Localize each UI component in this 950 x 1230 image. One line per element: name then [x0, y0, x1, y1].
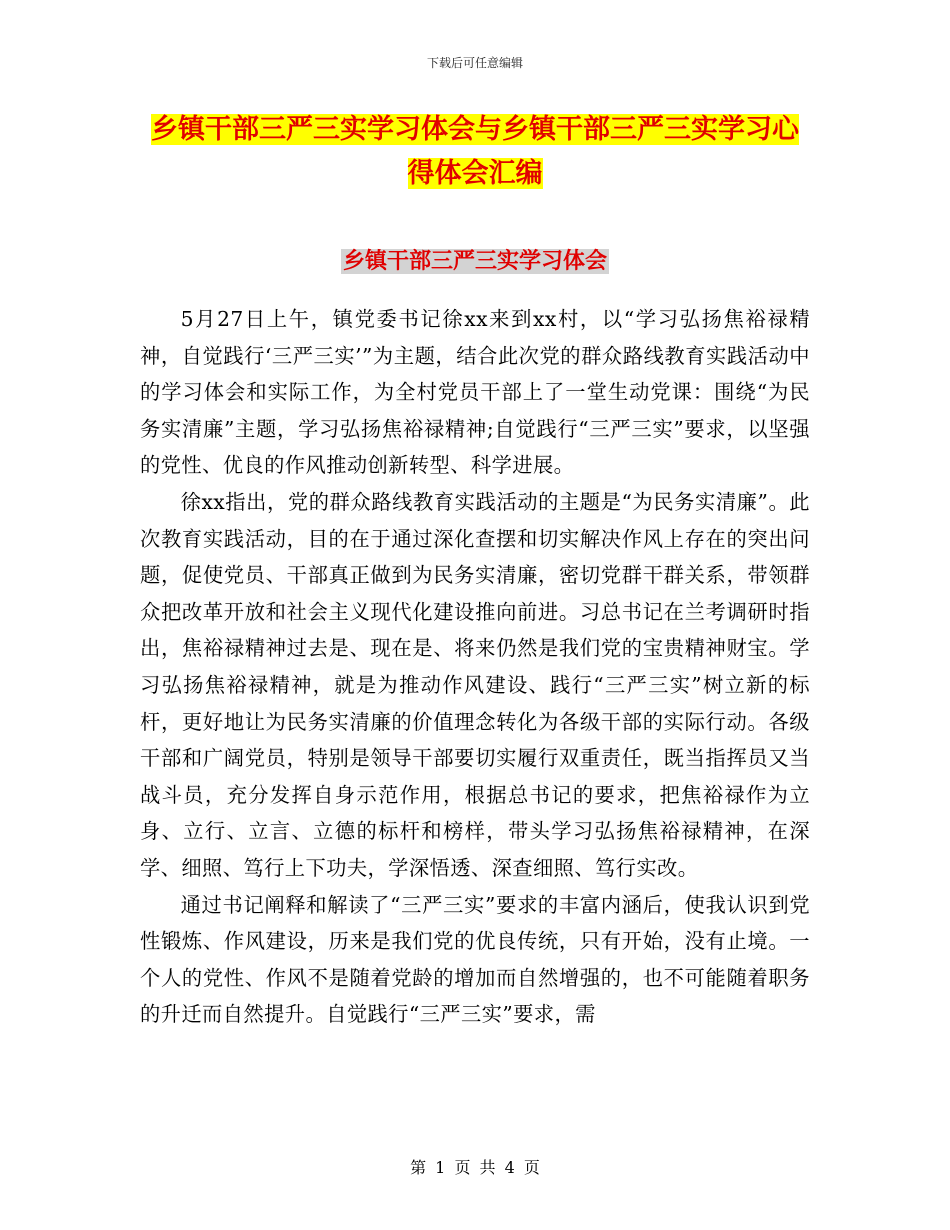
paragraph-3: 通过书记阐释和解读了“三严三实”要求的丰富内涵后，使我认识到党性锻炼、作风建设，历来是我们党的优良传统，只有开始，没有止境。一个人的党性、作风不是随着党龄的增加而自然增强的，也不可能随着职务的升迁而自然提升。自觉践行“三严三实”要求，需 [140, 892, 810, 1027]
page-header-note: 下载后可任意编辑 [426, 56, 523, 70]
document-title-text: 乡镇干部三严三实学习体会与乡镇干部三严三实学习心得体会汇编 [151, 114, 799, 189]
paragraph-2: 徐xx指出，党的群众路线教育实践活动的主题是“为民务实清廉”。此次教育实践活动，目的在于通过深化查摆和切实解决作风上存在的突出问题，促使党员、干部真正做到为民务实清廉，密切党群干群关系，带领群众把改革开放和社会主义现代化建设推向前进。习总书记在兰考调研时指出，焦裕禄精神过去是、现在是、将来仍然是我们党的宝贵精神财宝。学习弘扬焦裕禄精神，就是为推动作风建设、践行“三严三实”树立新的标杆，更好地让为民务实清廉的价值理念转化为各级干部的实际行动。各级干部和广阔党员，特别是领导干部要切实履行双重责任，既当指挥员又当战斗员，充分发挥自身示范作用，根据总书记的要求，把焦裕禄作为立身、立行、立言、立德的标杆和榜样，带头学习弘扬焦裕禄精神，在深学、细照、笃行上下功夫，学深悟透、深查细照、笃行实改。 [140, 489, 810, 880]
document-title [140, 108, 810, 196]
paragraph-1: 5月27日上午，镇党委书记徐xx来到xx村，以“学习弘扬焦裕禄精神，自觉践行‘三严三实’”为主题，结合此次党的群众路线教育实践活动中的学习体会和实际工作，为全村党员干部上了一堂生动党课：围绕“为民务实清廉”主题，学习弘扬焦裕禄精神;自觉践行“三严三实”要求，以坚强的党性、优良的作风推动创新转型、科学进展。 [140, 307, 810, 478]
section-title-text: 乡镇干部三严三实学习体会 [342, 249, 607, 274]
document-body [140, 301, 810, 1033]
page-footer: 第 1 页 共 4 页 [410, 1158, 540, 1177]
section-title [0, 244, 950, 280]
